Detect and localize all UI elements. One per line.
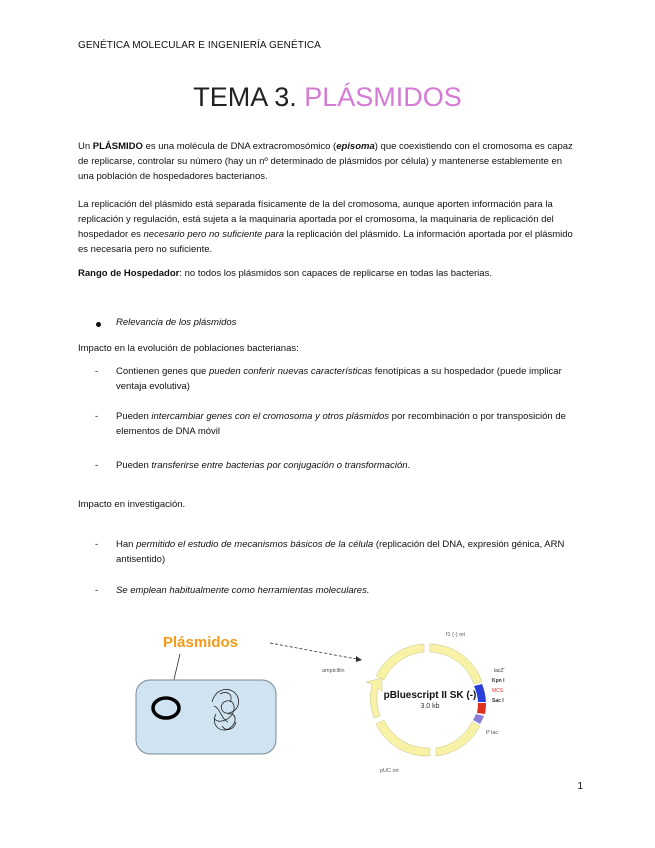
- p2-text-c: la replicación del plásmido. La información aportada por el plásmido es necesaria pero no suficiente.: [78, 229, 573, 255]
- paragraph-host-range: [78, 266, 578, 281]
- plasmid-figure: [130, 622, 530, 777]
- pointer-arrowhead: [356, 656, 362, 662]
- title-prefix: TEMA 3.: [193, 82, 305, 112]
- bullet-dot: [96, 322, 101, 327]
- p2-text-a: La replicación del plásmido está separada físicamente de la del cromosoma, aunque aporten información para la replicación y regulación, está sujeta a la maquinaria aportada por el cromosoma, la maquinaria de replicación del hospedador es: [78, 199, 554, 240]
- mcs-segment: [477, 703, 486, 714]
- kpn-label: Kpn I: [492, 678, 505, 684]
- impact-evolution-heading: Impacto en la evolución de poblaciones bacterianas:: [78, 343, 299, 354]
- p1-text-a: Un: [78, 141, 93, 152]
- plasmid-size: 3.0 kb: [420, 703, 440, 710]
- dash-marker: -: [95, 366, 99, 377]
- impact-research-heading: Impacto en investigación.: [78, 499, 186, 510]
- dash-marker: -: [95, 411, 99, 422]
- pointer-arrow: [270, 643, 362, 660]
- plac-segment: [473, 714, 484, 724]
- p1-episoma: episoma: [336, 141, 375, 152]
- page-number: 1: [577, 781, 583, 792]
- p1-text-e: ) que coexistiendo con el cromosoma es capaz de replicarse, controlar su número (hay un nº determinado de plásmidos por célula) y mantenerse establemente en una población de hospedadores bacterianos.: [78, 141, 573, 182]
- dash-marker: -: [95, 460, 99, 471]
- sac-label: Sac I: [492, 698, 504, 704]
- p1-text-c: es una molécula de DNA extracromosómico (: [142, 141, 337, 152]
- paragraph-replication: [78, 197, 578, 257]
- ampicillin-label: ampicillin: [322, 668, 345, 674]
- page-title: [0, 82, 655, 113]
- bullet-relevance: Relevancia de los plásmidos: [116, 317, 237, 328]
- plac-label: P lac: [486, 730, 499, 736]
- p3-text: : no todos los plásmidos son capaces de replicarse en todas las bacterias.: [179, 268, 492, 279]
- dash-marker: -: [95, 539, 99, 550]
- p1-bold-term: PLÁSMIDO: [92, 141, 143, 152]
- f1-ori-label: f1 (-) ori: [446, 632, 466, 638]
- title-highlight: PLÁSMIDOS: [304, 82, 462, 112]
- plasmids-label: Plásmidos: [163, 634, 239, 651]
- lacz-label: lacZ': [494, 668, 505, 674]
- p2-italic: necesario pero no suficiente para: [143, 229, 284, 240]
- puc-ori-label: pUC ori: [380, 768, 399, 774]
- running-header: GENÉTICA MOLECULAR E INGENIERÍA GENÉTICA: [78, 40, 321, 51]
- p3-bold: Rango de Hospedador: [78, 268, 180, 279]
- plasmid-name: pBluescript II SK (-): [383, 690, 477, 701]
- mcs-label: MCS: [492, 688, 504, 694]
- paragraph-definition: [78, 139, 578, 184]
- dash-marker: -: [95, 585, 99, 596]
